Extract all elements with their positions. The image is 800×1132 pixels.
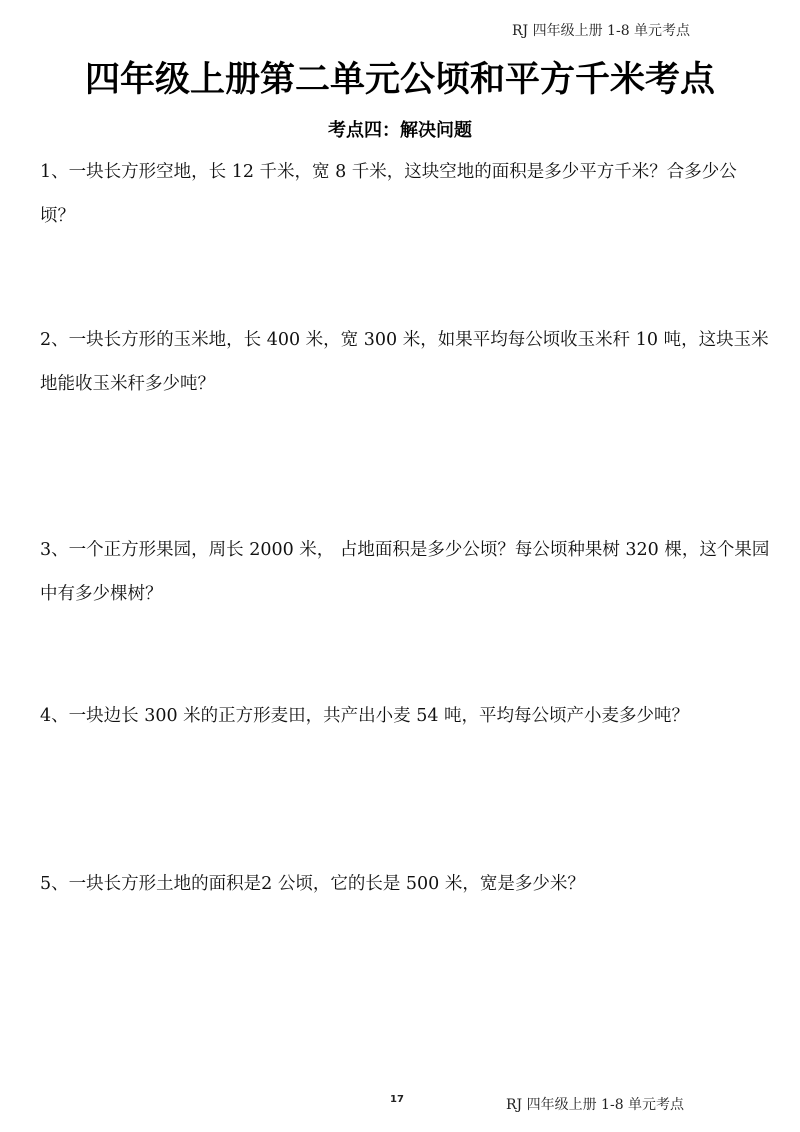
header-label: RJ 四年级上册 1-8 单元考点: [512, 23, 691, 39]
question-5: 5、一块长方形土地的面积是2 公顷，它的长是 500 米，宽是多少米？: [40, 874, 585, 894]
footer-label: RJ 四年级上册 1-8 单元考点: [506, 1097, 685, 1113]
section-subtitle: 考点四：解决问题: [328, 120, 472, 141]
question-3: 3、一个正方形果园，周长 2000 米， 占地面积是多少公顷？每公顷种果树 320 棵，这个果园中有多少棵树？: [40, 540, 770, 604]
question-2: 2、一块长方形的玉米地，长 400 米，宽 300 米，如果平均每公顷收玉米秆 10 吨，这块玉米地能收玉米秆多少吨？: [40, 330, 769, 394]
page-number: 17: [390, 1094, 404, 1105]
question-1: 1、一块长方形空地，长 12 千米，宽 8 千米，这块空地的面积是多少平方千米？合多少公顷？: [40, 162, 737, 226]
page-title: 四年级上册第二单元公顷和平方千米考点: [84, 59, 715, 100]
question-4: 4、一块边长 300 米的正方形麦田，共产出小麦 54 吨，平均每公顷产小麦多少吨？: [40, 706, 690, 726]
